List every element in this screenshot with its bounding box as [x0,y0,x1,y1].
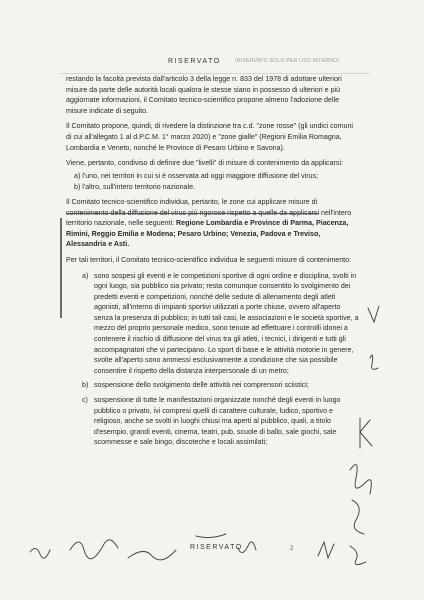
margin-scribble-1 [350,465,371,494]
measure-label: a) [82,271,89,280]
margin-mark-v [368,306,379,322]
paragraph-2: Il Comitato propone, quindi, di rivedere la distinzione tra c.d. "zone rosse" (gli undici comuni di cui all'allegato 1 al d.P.C.M. 1° marzo 2020) e "zone gialle" (Regioni Emilia Romagna, Lombardia e Veneto, nonché le Province di Pesaro Urbino e Savona). [66,122,353,152]
paragraph-5: Per tali territori, il Comitato tecnico-scientifico individua le seguenti misure di contenimento: [66,255,352,264]
signature-3 [128,550,176,560]
signature-2 [70,540,118,559]
page-number: 2 [290,546,294,552]
paragraph-4-mid: nell'intero territorio nazionale, nelle seguenti: [66,208,352,228]
signature-5 [318,542,334,558]
level-b: b) l'altro, sull'intero territorio nazionale. [74,183,195,192]
measure-text: sospensione dello svolgimento delle attività nei comprensori sciistici; [94,381,309,390]
header-stamp: RISERVATO [168,58,221,65]
measure-label: c) [82,396,88,405]
measure-text: sospensione di tutte le manifestazioni organizzate nonché degli eventi in luogo pubblico o privato, ivi compresi quelli di carattere culturale, ludico, sportivo e religioso, anche se svolti in luoghi chiusi ma aperti al pubblico, quali, a titolo d'esempio, grandi eventi, cinema, teatri, pub, scuole di ballo, sale giochi, sale scommesse e sale bingo, discoteche e locali assimilati; [94,396,341,447]
footer-stamp: RISERVATO [190,544,243,551]
underline-stroke [196,534,226,538]
paragraph-4-regions: Regione Lombardia e Province di Parma, Piacenza, Rimini, Reggio Emilia e Modena; Pesaro Urbino; Venezia, Padova e Treviso, Alessandria e Asti. [66,219,349,249]
signature-1 [30,548,50,558]
paragraph-3: Viene, pertanto, condiviso di definire due "livelli" di misure di contenimento da applicarsi: [66,159,343,168]
margin-mark-hook [370,355,378,369]
margin-mark-k [360,418,372,448]
measure-text: sono sospesi gli eventi e le competizioni sportive di ogni ordine e disciplina, svolti in ogni luogo, sia pubblico sia privato; resta comunque consentito lo svolgimento dei predetti eventi e competizioni, nonché delle sedute di allenamento degli atleti agonisti, all'interno di impianti sportivi utilizzati a porte chiuse, ovvero all'aperto senza la presenza di pubblico; in tutti tali casi, le associazioni e le società sportive, a mezzo del proprio personale medico, sono tenute ad effettuare i controlli idonei a contenere il rischio di diffusione del virus tra gli atleti, i tecnici, i dirigenti e tutti gli accompagnatori che vi partecipano. Lo sport di base e le attività motorie in genere, svolte all'aperto sono ammessi esclusivamente a condizione che sia possibile consentire il rispetto della distanza interpersonale di un metro; [94,271,359,375]
paragraph-1: restando la facoltà prevista dall'articolo 3 della legge n. 833 del 1978 di adottare ulteriori misure da parte delle autorità locali qualora le stesse siano in possesso di ulteriori e più aggiornate informazioni, il Comitato tecnico-scientifico propone almeno l'adozione delle misure indicate di seguito. [66,75,342,115]
paragraph-4-struck: contenimento della diffusione del virus più rigorose rispetto a quelle da applicarsi [66,208,320,217]
signature-6 [350,546,366,565]
header-faint-text: (RISERVATO SOLO PER USO INTERNO) [235,58,340,64]
margin-scribble-2 [352,500,364,534]
level-a: a) l'uno, nei territori in cui si è osservata ad oggi maggiore diffusione del virus; [74,171,319,180]
paragraph-4-start: Il Comitato tecnico-scientifico individua, pertanto, le zone cui applicare misure di [66,197,318,206]
measure-label: b) [82,381,89,390]
